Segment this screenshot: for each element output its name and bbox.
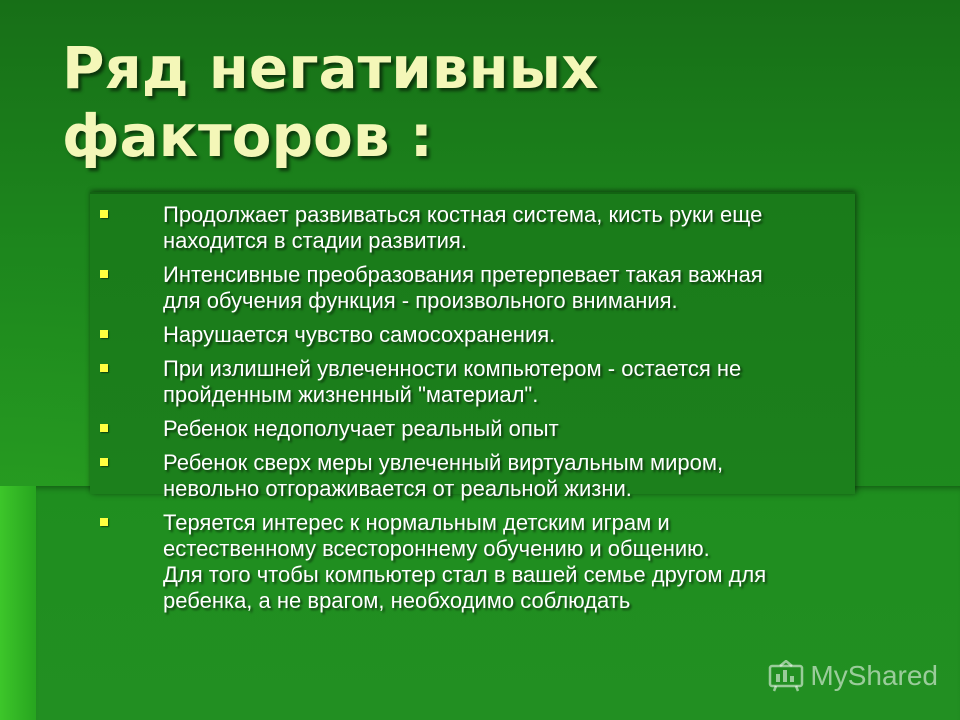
bullet-text-line: Для того чтобы компьютер стал в вашей семье другом для	[163, 562, 767, 587]
myshared-watermark-text: MyShared	[810, 660, 938, 691]
square-bullet-icon	[100, 330, 108, 338]
bullet-item	[96, 416, 916, 442]
bullet-text-line: невольно отгораживается от реальной жизни.	[163, 476, 632, 501]
bullet-text-line: для обучения функция - произвольного внимания.	[163, 288, 678, 313]
bullet-list	[96, 202, 916, 622]
square-bullet-icon	[100, 364, 108, 372]
bullet-text-line: находится в стадии развития.	[163, 228, 467, 253]
bullet-item	[96, 322, 916, 348]
bullet-item	[96, 262, 916, 314]
slide-title	[62, 34, 762, 170]
bullet-text-line: Нарушается чувство самосохранения.	[163, 322, 556, 347]
decorative-left-block	[0, 486, 36, 720]
square-bullet-icon	[100, 270, 108, 278]
slide-title-line-2: факторов :	[62, 102, 433, 170]
bullet-item	[96, 510, 916, 614]
bullet-text-line: Продолжает развиваться костная система, кисть руки еще	[163, 202, 763, 227]
bullet-text-line: пройденным жизненный "материал".	[163, 382, 539, 407]
bullet-text-line: Теряется интерес к нормальным детским играм и	[163, 510, 670, 535]
bullet-item	[96, 202, 916, 254]
slide-title-line-1: Ряд негативных	[62, 34, 599, 102]
bullet-text-line: Ребенок сверх меры увлеченный виртуальным миром,	[163, 450, 724, 475]
bullet-item	[96, 356, 916, 408]
square-bullet-icon	[100, 424, 108, 432]
bullet-text-line: ребенка, а не врагом, необходимо соблюдать	[163, 588, 631, 613]
bullet-text-line: естественному всестороннему обучению и общению.	[163, 536, 710, 561]
square-bullet-icon	[100, 518, 108, 526]
bullet-text-line: Ребенок недополучает реальный опыт	[163, 416, 559, 441]
bullet-text-line: При излишней увлеченности компьютером - остается не	[163, 356, 742, 381]
square-bullet-icon	[100, 210, 108, 218]
myshared-logo-icon	[768, 660, 804, 692]
bullet-text-line: Интенсивные преобразования претерпевает такая важная	[163, 262, 763, 287]
bullet-item	[96, 450, 916, 502]
square-bullet-icon	[100, 458, 108, 466]
myshared-watermark[interactable]	[768, 660, 938, 692]
